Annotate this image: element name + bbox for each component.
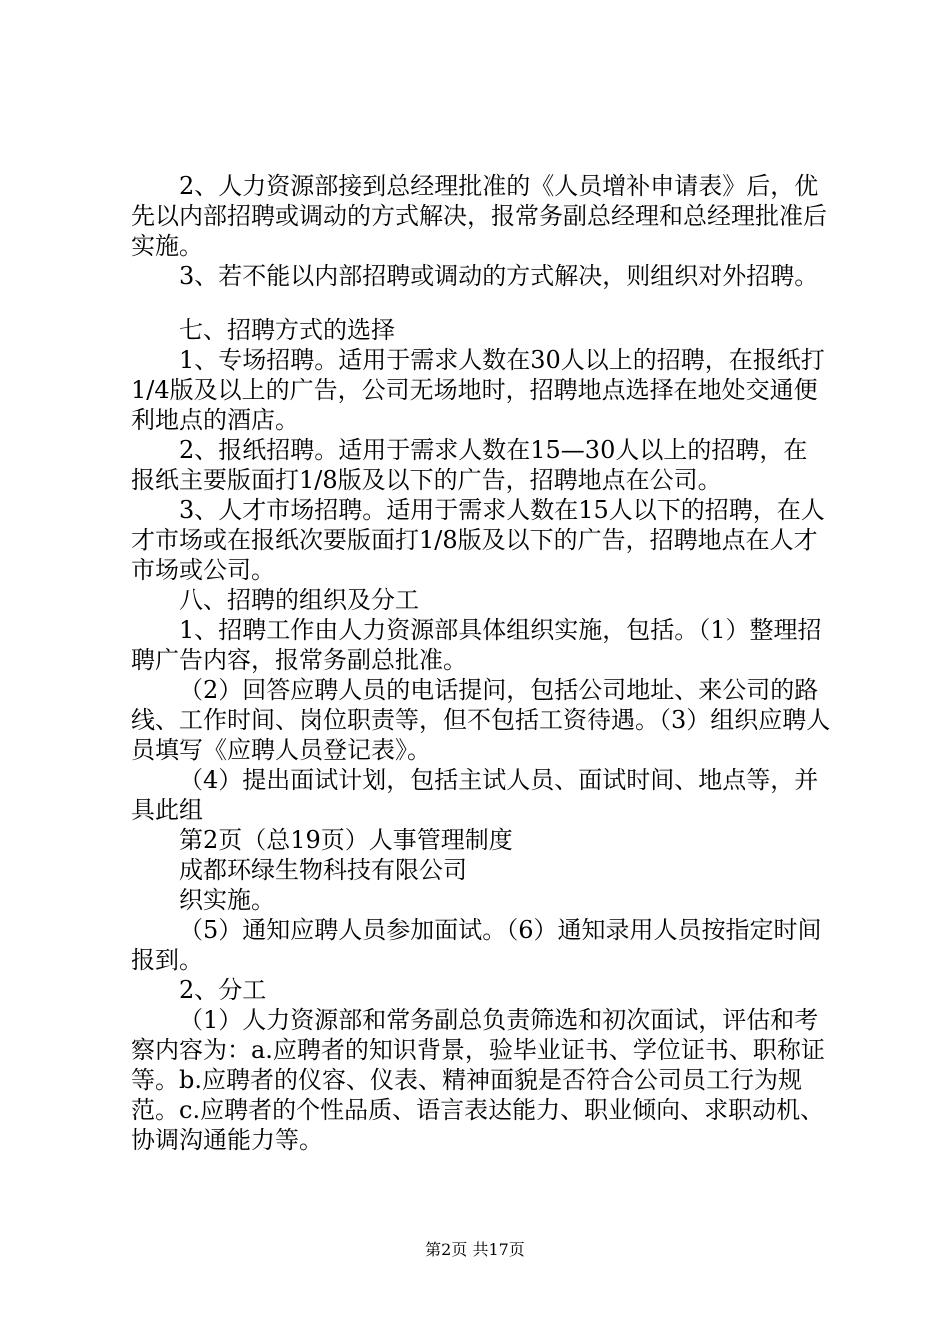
page-footer: 第2页 共17页: [425, 1240, 525, 1259]
paragraph-newspaper-recruit: 2、报纸招聘。适用于需求人数在15—30人以上的招聘，在报纸主要版面打1/8版及以下的广告，招聘地点在公司。: [131, 436, 808, 494]
section-heading-recruit-methods: 七、招聘方式的选择: [179, 316, 395, 344]
paragraph-talent-market-recruit: 3、人才市场招聘。适用于需求人数在15人以下的招聘，在人才市场或在报纸次要版面打1/8版及以下的广告，招聘地点在人才市场或公司。: [131, 496, 825, 584]
section-heading-division: 2、分工: [179, 976, 267, 1004]
paragraph-interview-plan: （4）提出面试计划，包括主试人员、面试时间、地点等，并具此组: [131, 766, 819, 824]
paragraph-external-recruit: 3、若不能以内部招聘或调动的方式解决，则组织对外招聘。: [179, 262, 819, 290]
paragraph-recruit-approval: 2、人力资源部接到总经理批准的《人员增补申请表》后，优先以内部招聘或调动的方式解决，报常务副总经理和总经理批准后实施。: [131, 172, 827, 260]
section-heading-organization: 八、招聘的组织及分工: [179, 586, 419, 614]
paragraph-phone-answers: （2）回答应聘人员的电话提问，包括公司地址、来公司的路线、工作时间、岗位职责等，但不包括工资待遇。（3）组织应聘人员填写《应聘人员登记表》。: [131, 676, 831, 764]
page-header-text: 第2页（总19页）人事管理制度: [179, 826, 513, 854]
paragraph-screening: （1）人力资源部和常务副总负责筛选和初次面试，评估和考察内容为：a.应聘者的知识背景，验毕业证书、学位证书、职称证等。b.应聘者的仪容、仪表、精神面貌是否符合公司员工行为规范。c.应聘者的个性品质、语言表达能力、职业倾向、求职动机、协调沟通能力等。: [131, 1006, 825, 1154]
paragraph-hr-organize: 1、招聘工作由人力资源部具体组织实施，包括。（1）整理招聘广告内容，报常务副总批准。: [131, 616, 822, 674]
document-body: [131, 171, 831, 1155]
paragraph-implement: 织实施。: [179, 886, 275, 914]
company-name: 成都环绿生物科技有限公司: [179, 856, 467, 884]
paragraph-notify: （5）通知应聘人员参加面试。（6）通知录用人员按指定时间报到。: [131, 916, 822, 974]
paragraph-special-recruit: 1、专场招聘。适用于需求人数在30人以上的招聘，在报纸打1/4版及以上的广告，公司无场地时，招聘地点选择在地处交通便利地点的酒店。: [131, 346, 825, 434]
